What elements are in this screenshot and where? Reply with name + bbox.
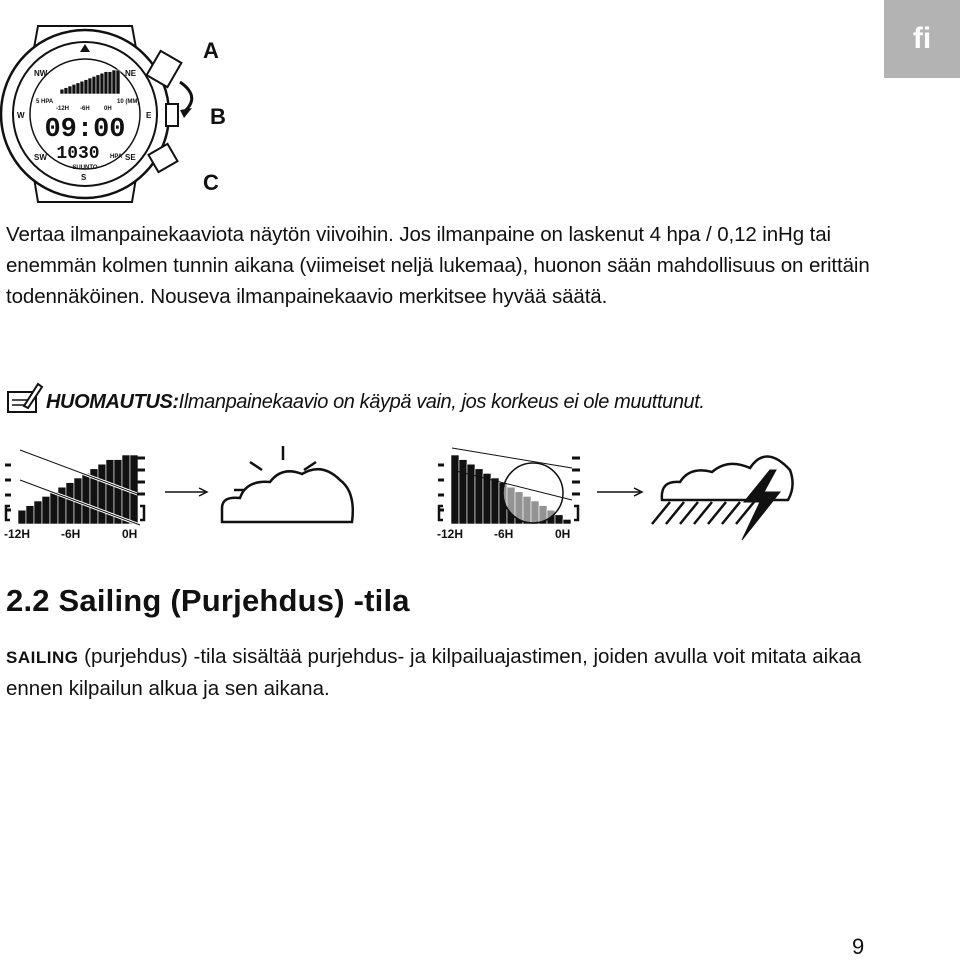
- falling-graph-bar: [459, 460, 467, 524]
- paragraph-sailing: [6, 641, 906, 704]
- language-tab: fi: [884, 0, 960, 78]
- rising-graph-bar: [130, 455, 138, 524]
- pressure-trend-diagram: [0, 440, 960, 550]
- watch-axis-6h: -6H: [80, 106, 90, 112]
- watch-graph-bar: [76, 83, 80, 94]
- watch-graph-bar: [64, 88, 68, 94]
- sailing-keyword: SAILING: [6, 648, 79, 667]
- rising-graph-bar: [42, 496, 50, 524]
- rising-graph-bar: [66, 483, 74, 524]
- watch-axis-12h: -12H: [56, 106, 70, 112]
- compass-nw: NW: [34, 69, 48, 78]
- note-text: Ilmanpainekaavio on käypä vain, jos korkeus ei ole muuttunut.: [178, 391, 705, 413]
- rising-graph-bar: [82, 473, 90, 524]
- watch-brand: SUUNTO: [72, 165, 98, 171]
- note-box: [6, 380, 906, 420]
- rising-graph-bar: [34, 501, 42, 524]
- watch-pressure: 1030: [56, 144, 100, 164]
- watch-graph-bar: [112, 70, 116, 94]
- watch-axis-0h: 0H: [104, 106, 112, 112]
- watch-pressure-unit: HPA: [110, 154, 123, 160]
- rising-graph-bar: [98, 464, 106, 524]
- rising-graph-bar: [26, 506, 34, 524]
- watch-right-scale: 10 (MM): [117, 99, 140, 105]
- sunny-weather-icon: [222, 446, 353, 522]
- section-heading: 2.2 Sailing (Purjehdus) -tila: [6, 583, 410, 618]
- watch-graph-bar: [84, 80, 88, 94]
- page-number: 9: [852, 934, 865, 959]
- paragraph-barometer: Vertaa ilmanpainekaaviota näytön viivoihin. Jos ilmanpaine on laskenut 4 hpa / 0,12 inHg tai enemmän kolmen tunnin aikana (viimeiset neljä lukemaa), huonon sään mahdollisuus on erittäin todennäköinen. Nouseva ilmanpainekaavio merkitsee hyvää säätä.: [6, 223, 870, 308]
- callout-b: B: [210, 104, 226, 129]
- watch-graph-bar: [108, 72, 112, 94]
- watch-graph-bar: [68, 86, 72, 94]
- watch-graph-bar: [80, 81, 84, 94]
- falling-pressure-graph: [438, 448, 580, 524]
- watch-graph-bar: [104, 72, 108, 94]
- falling-graph-bar: [563, 519, 571, 524]
- compass-se: SE: [125, 153, 136, 162]
- watch-graph-bar: [116, 70, 120, 94]
- watch-graph-bar: [72, 84, 76, 94]
- watch-graph-bar: [60, 89, 64, 94]
- watch-graph-bar: [92, 76, 96, 94]
- compass-e: E: [146, 111, 152, 120]
- note-label: HUOMAUTUS:: [46, 391, 179, 413]
- axis-label-6h-right: -6H: [494, 527, 514, 541]
- watch-graph-bar: [100, 73, 104, 94]
- compass-s: S: [81, 173, 87, 182]
- watch-pressure-scale: 5 HPA: [36, 99, 54, 105]
- falling-graph-bar: [467, 464, 475, 524]
- falling-graph-bar: [451, 455, 459, 524]
- rising-graph-bar: [58, 487, 66, 524]
- note-pencil-icon: [6, 380, 44, 416]
- callout-c: C: [203, 170, 219, 195]
- compass-ne: NE: [125, 69, 137, 78]
- rising-graph-bar: [18, 510, 26, 524]
- falling-graph-bar: [491, 478, 499, 524]
- axis-label-12h-right: -12H: [437, 527, 464, 541]
- watch-graph-bar: [88, 78, 92, 94]
- axis-label-6h: -6H: [61, 527, 81, 541]
- compass-w: W: [17, 111, 25, 120]
- axis-label-0h-right: 0H: [555, 527, 571, 541]
- falling-graph-bar: [483, 473, 491, 524]
- rising-graph-bar: [50, 492, 58, 524]
- falling-graph-bar: [555, 515, 563, 524]
- compass-sw: SW: [34, 153, 47, 162]
- watch-graph-bar: [96, 75, 100, 94]
- sailing-body: (purjehdus) -tila sisältää purjehdus- ja kilpailuajastimen, joiden avulla voit mitata aikaa ennen kilpailun alkua ja sen aikana.: [6, 645, 862, 700]
- storm-weather-icon: [652, 456, 793, 540]
- rising-pressure-graph: [5, 450, 145, 525]
- watch-time: 09:00: [44, 115, 126, 145]
- axis-label-0h: 0H: [122, 527, 138, 541]
- axis-label-12h: -12H: [4, 527, 31, 541]
- callout-a: A: [203, 38, 219, 63]
